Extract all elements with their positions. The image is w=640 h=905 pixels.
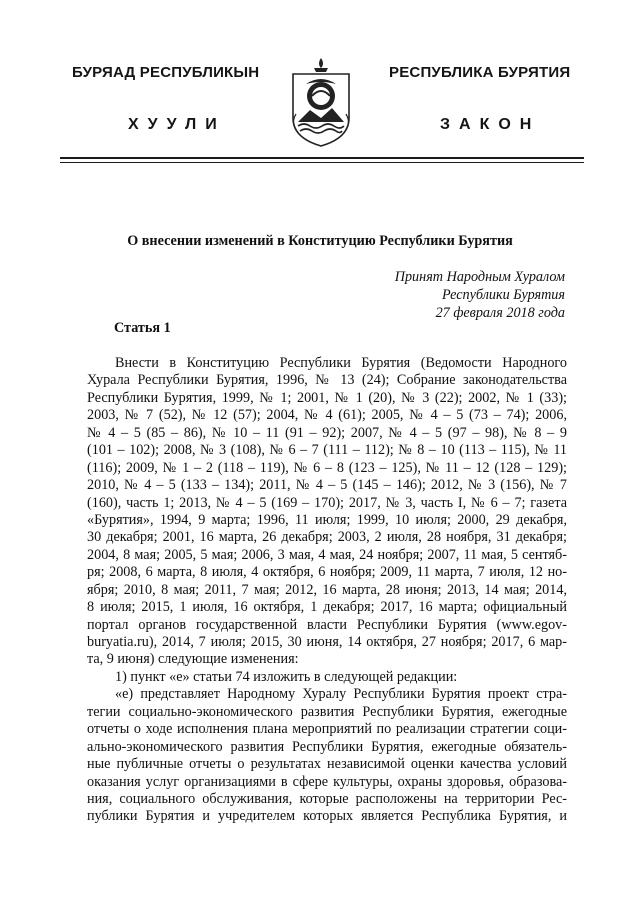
- body-line: отчеты о ходе исполнения плана мероприятий по реализации стратегии соци-: [87, 721, 567, 738]
- adoption-date: 27 февраля 2018 года: [435, 305, 565, 321]
- body-line: ября; 2010, 8 мая; 2011, 7 мая; 2012, 16 марта, 28 июня; 2013, 14 мая; 2014,: [87, 581, 567, 598]
- body-line: buryatia.ru), 2014, 7 июля; 2015, 30 июня, 14 октября, 27 ноября; 2017, 6 мар-: [87, 634, 567, 650]
- body-line: 2003, № 7 (52), № 12 (57); 2004, № 4 (61); 2005, № 4 – 5 (73 – 74); 2006,: [87, 407, 567, 424]
- body-line: 1) пункт «е» статьи 74 изложить в следующей редакции:: [115, 668, 458, 685]
- body-line: Республики Бурятия, 1999, № 1; 2001, № 1 (20), № 3 (22); 2002, № 1 (33);: [87, 389, 567, 406]
- article-heading: Статья 1: [114, 320, 171, 336]
- body-line: ния, социального обслуживания, которые расположены на территории Рес-: [87, 790, 567, 807]
- coat-of-arms-icon: [288, 56, 354, 150]
- body-line: 8 июля; 2015, 1 июля, 16 октября, 1 декабря; 2017, 16 марта; официальный: [87, 599, 567, 616]
- body-line: та, 9 июня) следующие изменения:: [87, 651, 299, 668]
- body-line: ные публичные отчеты о результатах независимой оценки качества условий: [87, 756, 567, 773]
- law-title: О внесении изменений в Конституцию Республики Бурятия: [127, 233, 513, 249]
- body-line: портал органов государственной власти Республики Бурятия (www.egov-: [87, 616, 567, 633]
- body-line: Хурала Республики Бурятия, 1996, № 13 (24); Собрание законодательства: [87, 372, 567, 389]
- body-line: ально-экономического развития Республики Бурятия, ежегодные обязатель-: [87, 738, 567, 755]
- body-line: публики Бурятия и учредителем которых является Республика Бурятия, и: [87, 808, 567, 825]
- body-line: «Бурятия», 1994, 9 марта; 1996, 11 июля; 1999, 10 июля; 2000, 29 декабря,: [87, 511, 567, 528]
- header-left-doc-type: ХУУЛИ: [128, 116, 226, 133]
- adoption-line-2: Республики Бурятия: [441, 287, 565, 303]
- body-line: оказания услуг организациями в сфере культуры, охраны здоровья, образова-: [87, 773, 567, 790]
- body-line: 2004, 8 мая; 2005, 5 мая; 2006, 3 мая, 4 мая, 24 ноября; 2007, 11 мая, 5 сентяб-: [87, 546, 567, 563]
- header-left-republic: БУРЯАД РЕСПУБЛИКЫН: [72, 64, 260, 81]
- header-right-republic: РЕСПУБЛИКА БУРЯТИЯ: [389, 64, 571, 81]
- body-line: Внести в Конституцию Республики Бурятия (Ведомости Народного: [115, 355, 567, 371]
- body-line: 30 декабря; 2001, 16 марта, 26 декабря; 2003, 2 июля, 28 ноября, 31 декабря;: [87, 529, 567, 546]
- body-line: «е) представляет Народному Хуралу Республики Бурятия проект стра-: [115, 686, 567, 703]
- header-rule-thick: [60, 157, 584, 159]
- adoption-line-1: Принят Народным Хуралом: [394, 269, 565, 285]
- body-line: № 4 – 5 (85 – 86), № 10 – 11 (91 – 92); 2007, № 4 – 5 (97 – 98), № 8 – 9: [87, 424, 567, 441]
- body-line: ря; 2008, 6 марта, 8 июля, 4 октября, 6 ноября; 2009, 11 марта, 7 июля, 12 но-: [87, 564, 567, 581]
- body-line: тегии социально-экономического развития Республики Бурятия, ежегодные: [87, 703, 567, 720]
- body-line: (116); 2009, № 1 – 2 (118 – 119), № 6 – 8 (123 – 125), № 11 – 12 (128 – 129);: [87, 459, 567, 476]
- body-line: 2010, № 4 – 5 (133 – 134); 2011, № 4 – 5 (145 – 146); 2012, № 3 (156), № 7: [87, 477, 567, 494]
- body-line: (101 – 102); 2008, № 3 (108), № 6 – 7 (111 – 112); № 8 – 10 (113 – 115), № 11: [87, 442, 567, 459]
- body-line: (160), часть 1; 2013, № 4 – 5 (169 – 170); 2017, № 3, часть I, № 6 – 7; газета: [87, 494, 567, 511]
- header-rule-thin: [60, 162, 584, 163]
- article-body: [87, 355, 567, 826]
- header-right-doc-type: ЗАКОН: [440, 116, 541, 133]
